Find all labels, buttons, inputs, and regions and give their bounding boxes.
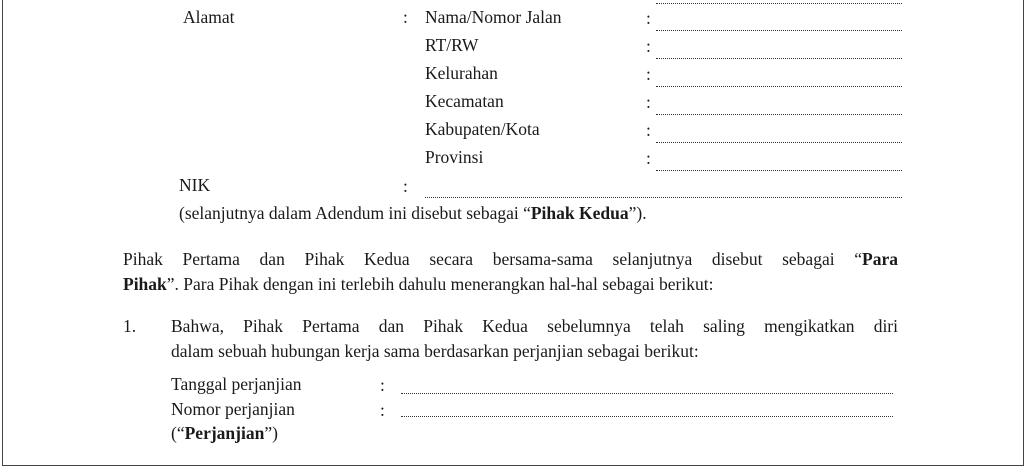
fill-line-rtrw[interactable] (656, 58, 902, 59)
field-label-street: Nama/Nomor Jalan (425, 7, 562, 27)
item1-line-2: dalam sebuah hubungan kerja sama berdasarkan perjanjian sebagai berikut: (171, 341, 699, 361)
tanggal-perjanjian-label: Tanggal perjanjian (171, 374, 302, 394)
pihak-kedua-term: Pihak Kedua (530, 203, 629, 223)
field-colon-provinsi: : (646, 148, 651, 168)
nomor-perjanjian-colon: : (380, 400, 385, 420)
field-colon-rtrw: : (646, 36, 651, 56)
item-number: 1. (123, 316, 137, 336)
nik-label: NIK (179, 175, 211, 195)
field-label-provinsi: Provinsi (425, 147, 484, 167)
tanggal-perjanjian-colon: : (380, 375, 385, 395)
field-colon-kelurahan: : (646, 64, 651, 84)
fill-line-tanggal[interactable] (401, 393, 893, 394)
nomor-perjanjian-label: Nomor perjanjian (171, 399, 295, 419)
address-label: Alamat (183, 7, 235, 27)
field-label-kabupaten: Kabupaten/Kota (425, 119, 540, 139)
pihak-kedua-note: (selanjutnya dalam Adendum ini disebut sebagai “Pihak Kedua”). (179, 203, 647, 223)
item1-line-1: Bahwa, Pihak Pertama dan Pihak Kedua sebelumnya telah saling mengikatkan diri (171, 316, 898, 336)
address-colon: : (403, 7, 408, 27)
field-colon-kecamatan: : (646, 92, 651, 112)
para-term: Para (862, 249, 898, 269)
field-colon-kabupaten: : (646, 120, 651, 140)
field-label-kelurahan: Kelurahan (425, 63, 498, 83)
fill-line-top[interactable] (656, 3, 902, 4)
nik-colon: : (403, 176, 408, 196)
fill-line-nik[interactable] (425, 197, 902, 198)
field-label-rtrw: RT/RW (425, 35, 479, 55)
perjanjian-definition: (“Perjanjian”) (171, 423, 278, 443)
fill-line-kelurahan[interactable] (656, 86, 902, 87)
field-label-kecamatan: Kecamatan (425, 91, 504, 111)
fill-line-provinsi[interactable] (656, 170, 902, 171)
para-pihak-line-1: Pihak Pertama dan Pihak Kedua secara bersama-sama selanjutnya disebut sebagai “Para (123, 249, 898, 269)
fill-line-kecamatan[interactable] (656, 114, 902, 115)
pihak-term: Pihak (123, 274, 167, 294)
field-colon-street: : (646, 8, 651, 28)
fill-line-kabupaten[interactable] (656, 142, 902, 143)
fill-line-nomor[interactable] (401, 416, 893, 417)
para-pihak-line-2: Pihak”. Para Pihak dengan ini terlebih dahulu menerangkan hal-hal sebagai berikut: (123, 274, 714, 294)
fill-line-street[interactable] (656, 30, 902, 31)
perjanjian-term: Perjanjian (184, 423, 265, 443)
document-frame (2, 0, 1024, 466)
